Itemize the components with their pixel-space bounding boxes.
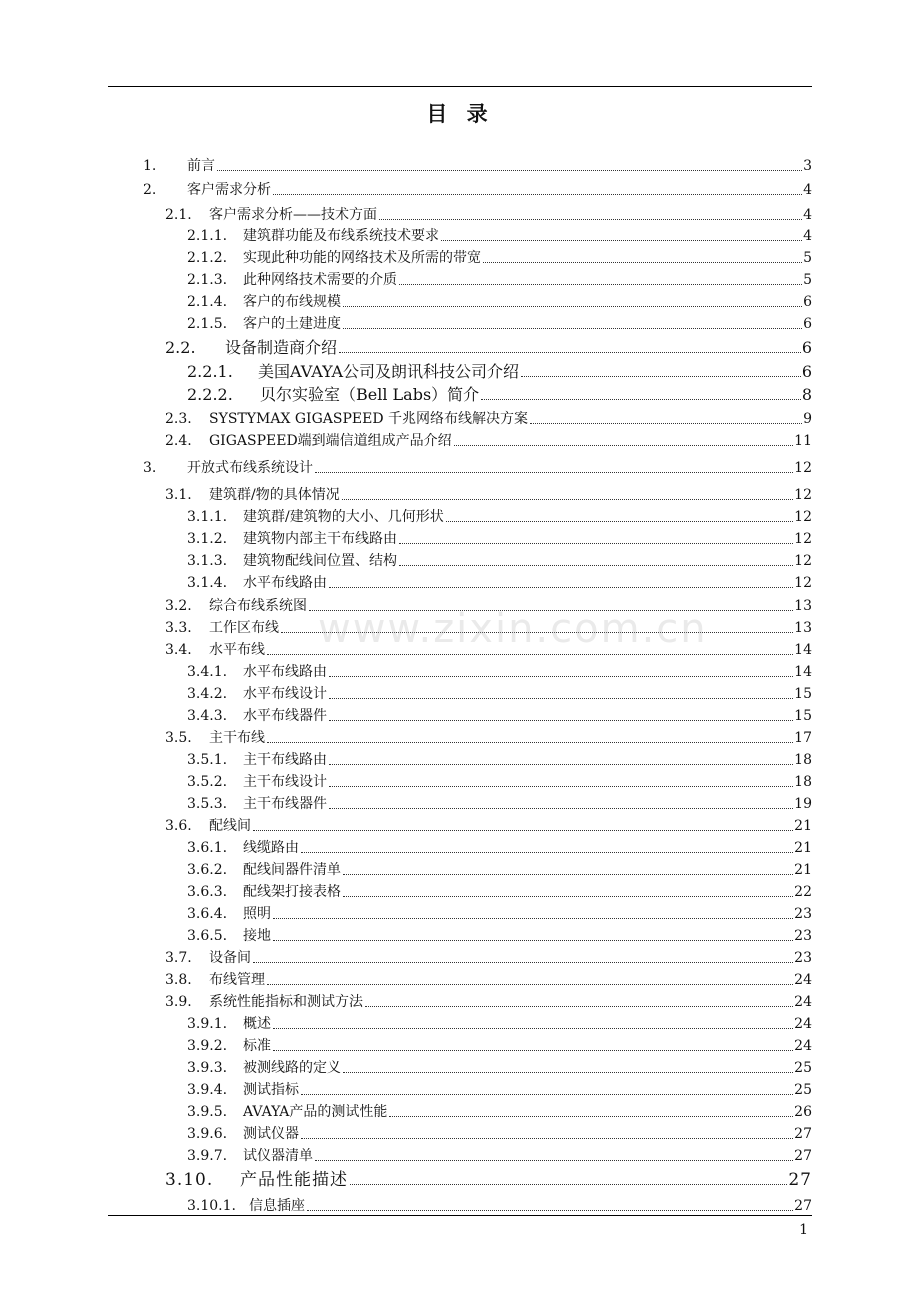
toc-entry-page: 15	[794, 708, 812, 724]
toc-entry-page: 12	[794, 531, 812, 547]
toc-entry-number: 3.10.	[165, 1170, 214, 1190]
dot-leader	[343, 1072, 793, 1073]
toc-entry-number: 2.	[143, 182, 157, 198]
toc-entry-number: 2.1.2.	[187, 250, 228, 266]
toc-entry-page: 6	[801, 338, 812, 357]
toc-entry[interactable]	[0, 1032, 920, 1054]
toc-entry-number: 3.9.3.	[187, 1060, 228, 1076]
toc-entry-title: 此种网络技术需要的介质	[243, 272, 397, 288]
toc-entry-title: 综合布线系统图	[209, 598, 307, 614]
dot-leader	[343, 306, 802, 307]
toc-entry[interactable]	[0, 358, 920, 380]
toc-entry-title: 水平布线器件	[243, 708, 327, 724]
toc-entry-number: 3.4.	[165, 642, 192, 658]
toc-entry-number: 3.5.	[165, 730, 192, 746]
toc-entry-title: 水平布线	[209, 642, 265, 658]
toc-entry[interactable]	[0, 1098, 920, 1120]
toc-entry-title: 标准	[243, 1038, 271, 1054]
toc-entry-title: 设备间	[209, 950, 251, 966]
toc-entry-page: 12	[794, 553, 812, 569]
toc-entry-title: SYSTYMAX GIGASPEED 千兆网络布线解决方案	[209, 411, 528, 427]
dot-leader	[273, 1050, 793, 1051]
toc-entry[interactable]	[0, 1054, 920, 1076]
toc-entry-title: 美国AVAYA公司及朗讯科技公司介绍	[258, 362, 520, 381]
toc-entry-number: 3.9.5.	[187, 1104, 228, 1120]
toc-entry-page: 21	[794, 840, 812, 856]
toc-entry-title: 主干布线设计	[243, 774, 327, 790]
toc-entry-title: 线缆路由	[243, 840, 299, 856]
toc-entry[interactable]	[0, 680, 920, 702]
toc-entry-title: 测试指标	[243, 1082, 299, 1098]
dot-leader	[379, 219, 802, 220]
dot-leader	[253, 962, 793, 963]
toc-entry-number: 3.4.1.	[187, 664, 228, 680]
toc-entry[interactable]	[0, 1166, 920, 1188]
toc-entry[interactable]	[0, 988, 920, 1010]
toc-entry-page: 4	[803, 228, 812, 244]
toc-entry-number: 3.5.2.	[187, 774, 228, 790]
toc-entry[interactable]	[0, 702, 920, 724]
toc-entry-title: 布线管理	[209, 972, 265, 988]
toc-entry-title: 主干布线器件	[243, 796, 327, 812]
dot-leader	[339, 352, 801, 353]
dot-leader	[315, 1160, 793, 1161]
dot-leader	[329, 808, 793, 809]
toc-entry-page: 8	[801, 385, 812, 404]
dot-leader	[389, 1116, 793, 1117]
toc-entry-number: 2.2.	[165, 338, 196, 357]
toc-entry[interactable]	[0, 878, 920, 900]
dot-leader	[521, 376, 801, 377]
toc-entry[interactable]	[0, 176, 920, 198]
toc-entry-page: 15	[794, 686, 812, 702]
toc-entry[interactable]	[0, 503, 920, 525]
page-title: 目 录	[426, 102, 494, 126]
toc-entry-page: 13	[794, 620, 812, 636]
dot-leader	[343, 896, 793, 897]
dot-leader	[441, 240, 802, 241]
toc-entry-title: 客户的布线规模	[243, 294, 341, 310]
dot-leader	[454, 445, 793, 446]
toc-entry[interactable]	[0, 768, 920, 790]
toc-entry[interactable]	[0, 569, 920, 591]
toc-entry[interactable]	[0, 856, 920, 878]
toc-entry[interactable]	[0, 922, 920, 944]
toc-entry-page: 25	[794, 1082, 812, 1098]
toc-entry-title: 开放式布线系统设计	[187, 460, 313, 476]
toc-entry-page: 18	[794, 774, 812, 790]
dot-leader	[350, 1184, 787, 1185]
toc-entry[interactable]	[0, 944, 920, 966]
footer-rule	[108, 1215, 812, 1216]
dot-leader	[273, 1028, 793, 1029]
toc-entry-page: 26	[794, 1104, 812, 1120]
toc-entry-number: 2.1.3.	[187, 272, 228, 288]
dot-leader	[481, 399, 801, 400]
toc-entry[interactable]	[0, 427, 920, 449]
toc-entry-title: 工作区布线	[209, 620, 279, 636]
toc-entry[interactable]	[0, 1120, 920, 1142]
toc-entry-page: 27	[788, 1170, 812, 1190]
dot-leader	[329, 698, 793, 699]
toc-entry-number: 3.6.5.	[187, 928, 228, 944]
toc-entry-page: 12	[794, 460, 812, 476]
toc-entry-page: 24	[794, 972, 812, 988]
toc-entry-page: 27	[794, 1126, 812, 1142]
toc-entry-page: 24	[794, 1016, 812, 1032]
toc-entry-title: 客户需求分析	[187, 182, 271, 198]
toc-entry[interactable]	[0, 381, 920, 403]
toc-entry-page: 5	[803, 250, 812, 266]
toc-entry-title: AVAYA产品的测试性能	[243, 1104, 388, 1120]
toc-entry-title: 照明	[243, 906, 271, 922]
toc-entry[interactable]	[0, 636, 920, 658]
dot-leader	[343, 874, 793, 875]
toc-entry[interactable]	[0, 1076, 920, 1098]
toc-entry[interactable]	[0, 222, 920, 244]
dot-leader	[399, 543, 793, 544]
dot-leader	[253, 830, 793, 831]
toc-entry-page: 12	[794, 575, 812, 591]
toc-entry-number: 3.9.7.	[187, 1148, 228, 1164]
toc-entry-number: 3.6.	[165, 818, 192, 834]
toc-entry-number: 2.1.1.	[187, 228, 228, 244]
toc-entry[interactable]	[0, 334, 920, 356]
toc-entry-title: 被测线路的定义	[243, 1060, 341, 1076]
toc-entry-title: 主干布线	[209, 730, 265, 746]
footer-page-number: 1	[799, 1222, 808, 1238]
toc-entry-number: 2.3.	[165, 411, 192, 427]
dot-leader	[273, 918, 793, 919]
toc-entry[interactable]	[0, 966, 920, 988]
toc-entry-title: 配线间器件清单	[243, 862, 341, 878]
dot-leader	[329, 720, 793, 721]
dot-leader	[446, 521, 793, 522]
toc-entry-number: 2.4.	[165, 433, 192, 449]
toc-entry-page: 6	[803, 316, 812, 332]
toc-entry[interactable]	[0, 201, 920, 223]
toc-entry-page: 27	[794, 1148, 812, 1164]
toc-entry-number: 3.9.1.	[187, 1016, 228, 1032]
toc-entry-title: 配线架打接表格	[243, 884, 341, 900]
toc-entry[interactable]	[0, 454, 920, 476]
toc-entry-page: 12	[794, 509, 812, 525]
toc-entry[interactable]	[0, 152, 920, 174]
toc-entry-number: 3.1.	[165, 487, 192, 503]
toc-entry[interactable]	[0, 614, 920, 636]
toc-entry-number: 3.3.	[165, 620, 192, 636]
toc-entry-title: 实现此种功能的网络技术及所需的带宽	[243, 250, 481, 266]
toc-entry[interactable]	[0, 405, 920, 427]
toc-entry-number: 3.1.2.	[187, 531, 228, 547]
dot-leader	[399, 284, 802, 285]
toc-entry-number: 3.9.2.	[187, 1038, 228, 1054]
toc-entry-page: 11	[794, 433, 812, 449]
toc-entry-number: 3.1.4.	[187, 575, 228, 591]
toc-entry-page: 4	[803, 182, 812, 198]
toc-entry-page: 19	[794, 796, 812, 812]
toc-entry-title: 水平布线路由	[243, 575, 327, 591]
toc-entry-title: 测试仪器	[243, 1126, 299, 1142]
toc-entry-title: 客户需求分析——技术方面	[209, 207, 377, 223]
toc-entry-page: 22	[794, 884, 812, 900]
toc-entry-number: 3.6.3.	[187, 884, 228, 900]
toc-entry[interactable]	[0, 481, 920, 503]
toc-entry[interactable]	[0, 812, 920, 834]
toc-entry-title: 客户的土建进度	[243, 316, 341, 332]
dot-leader	[483, 262, 802, 263]
dot-leader	[329, 587, 793, 588]
toc-entry-number: 2.2.1.	[187, 362, 233, 381]
dot-leader	[315, 472, 793, 473]
dot-leader	[329, 764, 793, 765]
toc-entry[interactable]	[0, 266, 920, 288]
toc-entry[interactable]	[0, 658, 920, 680]
toc-entry-page: 27	[794, 1198, 812, 1214]
dot-leader	[267, 654, 793, 655]
toc-entry-page: 13	[794, 598, 812, 614]
toc-entry-title: 试仪器清单	[243, 1148, 313, 1164]
dot-leader	[301, 1094, 793, 1095]
toc-entry-page: 24	[794, 1038, 812, 1054]
toc-entry-page: 6	[801, 362, 812, 381]
toc-entry[interactable]	[0, 310, 920, 332]
toc-entry-page: 24	[794, 994, 812, 1010]
toc-entry-number: 3.9.4.	[187, 1082, 228, 1098]
toc-entry-number: 3.6.2.	[187, 862, 228, 878]
toc-entry-page: 4	[803, 207, 812, 223]
toc-entry[interactable]	[0, 288, 920, 310]
dot-leader	[329, 676, 793, 677]
toc-entry[interactable]	[0, 1142, 920, 1164]
toc-entry-title: 主干布线路由	[243, 752, 327, 768]
toc-entry-title: 接地	[243, 928, 271, 944]
toc-entry-title: 设备制造商介绍	[225, 338, 338, 357]
toc-entry-number: 1.	[143, 158, 157, 174]
toc-entry-title: 建筑物配线间位置、结构	[243, 553, 397, 569]
toc-entry-page: 17	[794, 730, 812, 746]
toc-entry-page: 14	[794, 642, 812, 658]
toc-entry-number: 3.2.	[165, 598, 192, 614]
toc-entry-number: 3.	[143, 460, 157, 476]
toc-entry-title: GIGASPEED端到端信道组成产品介绍	[209, 433, 452, 449]
toc-entry[interactable]	[0, 834, 920, 856]
dot-leader	[329, 786, 793, 787]
toc-entry-page: 3	[803, 158, 812, 174]
toc-entry-page: 18	[794, 752, 812, 768]
toc-entry[interactable]	[0, 525, 920, 547]
toc-entry-page: 9	[803, 411, 812, 427]
toc-entry[interactable]	[0, 1010, 920, 1032]
toc-entry-page: 5	[803, 272, 812, 288]
dot-leader	[301, 1138, 793, 1139]
toc-entry-number: 2.2.2.	[187, 385, 233, 404]
toc-entry-page: 23	[794, 950, 812, 966]
toc-entry-page: 21	[794, 862, 812, 878]
toc-entry[interactable]	[0, 746, 920, 768]
toc-entry-title: 建筑群/物的具体情况	[209, 487, 340, 503]
toc-entry-page: 14	[794, 664, 812, 680]
toc-entry[interactable]	[0, 592, 920, 614]
dot-leader	[399, 565, 793, 566]
toc-entry-title: 配线间	[209, 818, 251, 834]
dot-leader	[273, 194, 802, 195]
dot-leader	[343, 328, 802, 329]
toc-entry-number: 3.9.6.	[187, 1126, 228, 1142]
dot-leader	[267, 742, 793, 743]
dot-leader	[281, 632, 793, 633]
toc-entry-title: 贝尔实验室（Bell Labs）简介	[260, 385, 480, 404]
toc-entry-title: 建筑群功能及布线系统技术要求	[243, 228, 439, 244]
toc-entry-page: 12	[794, 487, 812, 503]
toc-entry-title: 前言	[187, 158, 215, 174]
dot-leader	[365, 1006, 793, 1007]
toc-entry-number: 3.1.3.	[187, 553, 228, 569]
toc-entry-title: 建筑群/建筑物的大小、几何形状	[243, 509, 444, 525]
toc-entry-page: 25	[794, 1060, 812, 1076]
toc-entry-number: 3.6.1.	[187, 840, 228, 856]
dot-leader	[530, 423, 802, 424]
dot-leader	[309, 610, 793, 611]
toc-entry-title: 水平布线设计	[243, 686, 327, 702]
dot-leader	[307, 1210, 793, 1211]
toc-entry-page: 23	[794, 906, 812, 922]
toc-entry[interactable]	[0, 790, 920, 812]
toc-entry-title: 水平布线路由	[243, 664, 327, 680]
toc-entry-number: 3.5.3.	[187, 796, 228, 812]
toc-entry-page: 23	[794, 928, 812, 944]
toc-entry-title: 信息插座	[249, 1198, 305, 1214]
toc-entry-number: 3.6.4.	[187, 906, 228, 922]
toc-entry-number: 3.9.	[165, 994, 192, 1010]
toc-entry-title: 产品性能描述	[240, 1170, 348, 1190]
toc-entry-number: 2.1.5.	[187, 316, 228, 332]
toc-entry-number: 2.1.	[165, 207, 192, 223]
toc-entry-page: 21	[794, 818, 812, 834]
toc-entry[interactable]	[0, 547, 920, 569]
watermark: www.zixin.com.cn	[318, 606, 708, 652]
toc-entry[interactable]	[0, 244, 920, 266]
dot-leader	[342, 499, 793, 500]
toc-entry-number: 3.5.1.	[187, 752, 228, 768]
dot-leader	[267, 984, 793, 985]
toc-entry-number: 3.7.	[165, 950, 192, 966]
toc-entry[interactable]	[0, 1192, 920, 1214]
toc-entry-title: 系统性能指标和测试方法	[209, 994, 363, 1010]
toc-entry-number: 3.4.3.	[187, 708, 228, 724]
toc-entry-title: 建筑物内部主干布线路由	[243, 531, 397, 547]
toc-entry-page: 6	[803, 294, 812, 310]
dot-leader	[217, 170, 802, 171]
dot-leader	[273, 940, 793, 941]
dot-leader	[301, 852, 793, 853]
toc-entry-number: 3.4.2.	[187, 686, 228, 702]
toc-entry[interactable]	[0, 900, 920, 922]
toc-entry-number: 3.1.1.	[187, 509, 228, 525]
toc-entry-number: 3.8.	[165, 972, 192, 988]
toc-entry-title: 概述	[243, 1016, 271, 1032]
toc-entry-number: 3.10.1.	[187, 1198, 236, 1214]
toc-entry[interactable]	[0, 724, 920, 746]
toc-entry-number: 2.1.4.	[187, 294, 228, 310]
